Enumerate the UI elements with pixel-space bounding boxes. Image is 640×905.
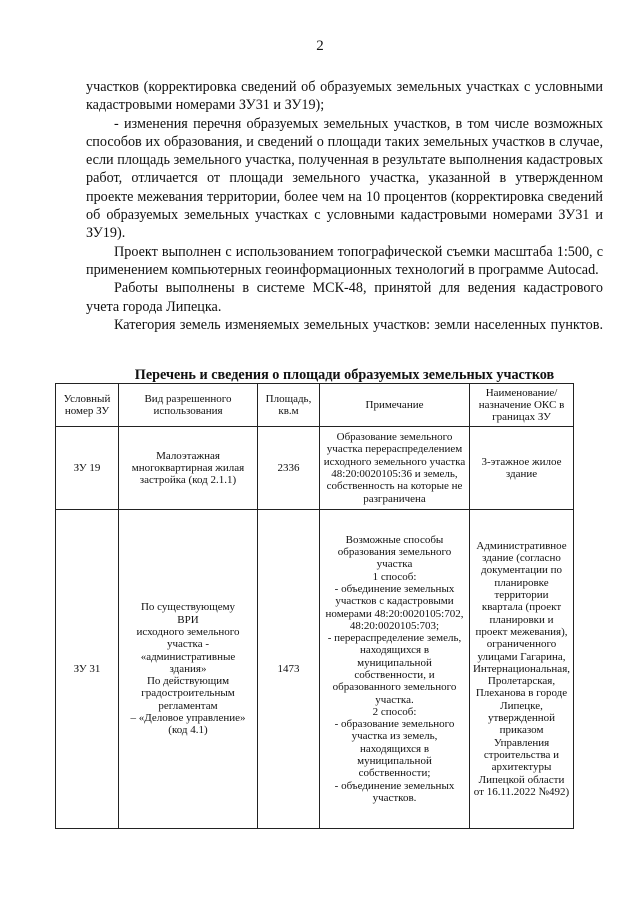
cell-plot-number: ЗУ 31 xyxy=(56,510,119,829)
cell-area: 2336 xyxy=(258,427,320,510)
paragraph-land-category: Категория земель изменяемых земельных участков: земли населенных пунктов. xyxy=(114,316,603,333)
paragraph-coordinate-system: Работы выполнены в системе МСК-48, принятой для ведения кадастрового учета города Липецка. xyxy=(86,280,603,315)
table-title: Перечень и сведения о площади образуемых земельных участков xyxy=(134,367,555,383)
cell-building: Административное здание (согласно документации по планировке территории квартала (проект планировки и проект межевания), ограниченного улицами Гагарина, Интернациональная, Пролетарская, Плеханова в городе Липецке, утвержденной приказом Управления строительства и архитектуры Липецкой области от 16.11.2022 №492) xyxy=(470,510,574,829)
cell-plot-number: ЗУ 19 xyxy=(56,427,119,510)
paragraph-continuation: участков (корректировка сведений об образуемых земельных участках с условными кадастровыми номерами ЗУ31 и ЗУ19); xyxy=(86,79,603,114)
header-plot-number: Условный номер ЗУ xyxy=(56,384,119,427)
cell-permitted-use: По существующему ВРИ исходного земельного участка - «административные здания» По действующим градостроительным регламентам – «Деловое управление» (код 4.1) xyxy=(119,510,258,829)
page-number: 2 xyxy=(316,38,324,54)
header-note: Примечание xyxy=(320,384,470,427)
paragraph-list-item: - изменения перечня образуемых земельных участков, в том числе возможных способов их образования, и сведений о площади таких земельных участков в случае, если площадь земельного участка, полученная в результате выполнения кадастровых работ, отличается от площади земельного участка, указанной в утвержденном проекте межевания территории, более чем на 10 процентов (корректировка сведений об образуемых земельных участках с условными кадастровыми номерами ЗУ31 и ЗУ19). xyxy=(86,115,603,242)
body-text xyxy=(86,78,603,334)
cell-note: Возможные способы образования земельного участка 1 способ: - объединение земельных участков с кадастровыми номерами 48:20:0020105:702, 48:20:0020105:703; - перераспределение земель, находящихся в муниципальной собственности, и образованного земельного участка. 2 способ: - образование земельного участка из земель, находящихся в муниципальной собственности; - объединение земельных участков. xyxy=(320,510,470,829)
table-row xyxy=(56,427,574,510)
table-header-row xyxy=(56,384,574,427)
header-building: Наименование/ назначение ОКС в границах ЗУ xyxy=(470,384,574,427)
cell-building: 3-этажное жилое здание xyxy=(470,427,574,510)
table-row xyxy=(56,510,574,829)
cell-note: Образование земельного участка перераспределением исходного земельного участка 48:20:0020105:36 и земель, собственность на которые не разграничена xyxy=(320,427,470,510)
cell-permitted-use: Малоэтажная многоквартирная жилая застройка (код 2.1.1) xyxy=(119,427,258,510)
cell-area: 1473 xyxy=(258,510,320,829)
header-permitted-use: Вид разрешенного использования xyxy=(119,384,258,427)
header-area: Площадь, кв.м xyxy=(258,384,320,427)
land-plots-table xyxy=(55,383,574,829)
paragraph-survey: Проект выполнен с использованием топографической съемки масштаба 1:500, с применением компьютерных геоинформационных технологий в программе Autocad. xyxy=(86,243,603,278)
